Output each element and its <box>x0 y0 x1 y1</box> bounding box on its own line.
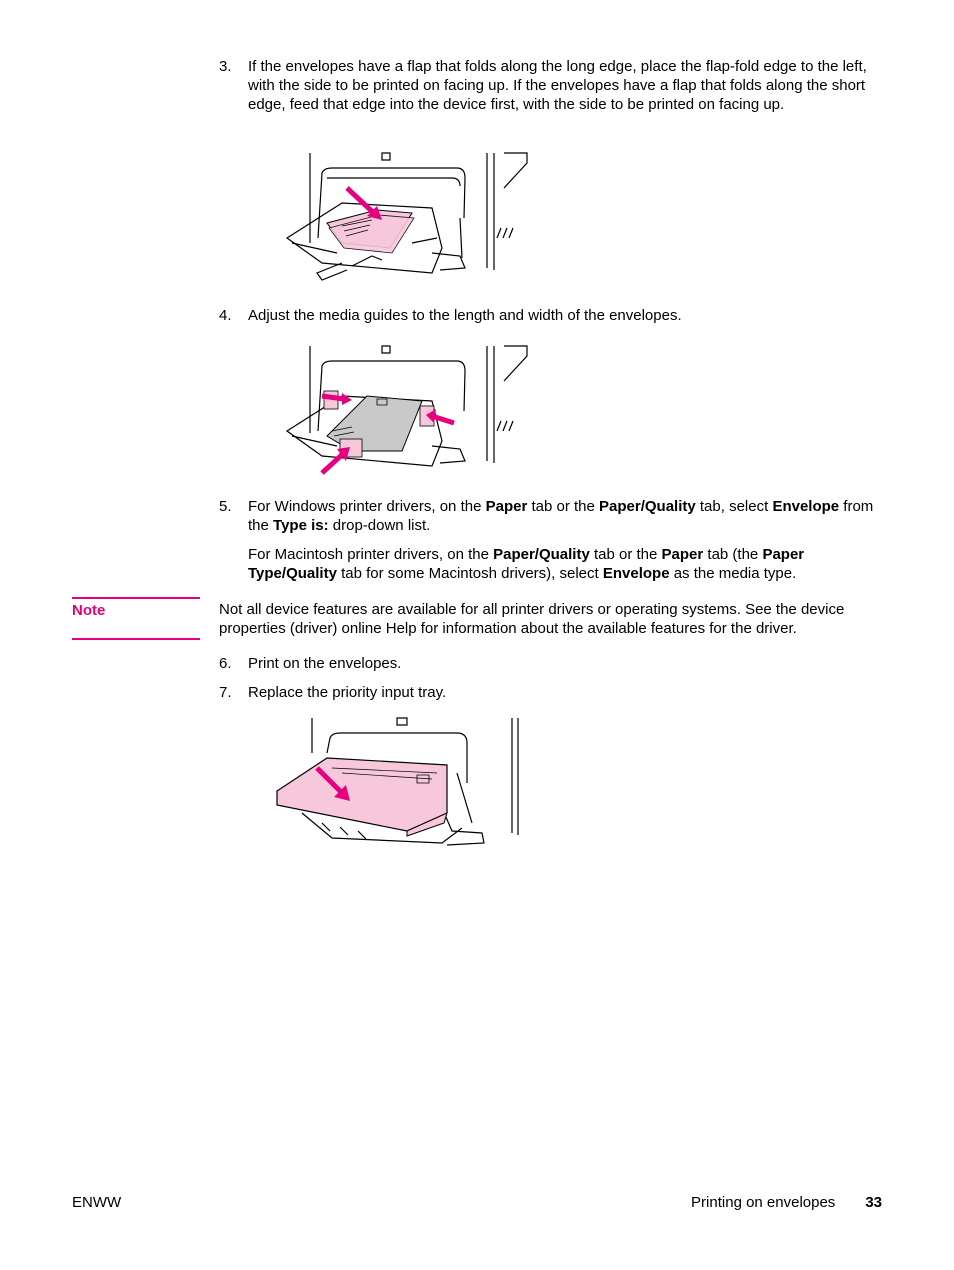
type-is-label: Type is: <box>273 517 329 534</box>
step-3 <box>219 57 884 114</box>
footer-right <box>691 1193 882 1212</box>
step-number: 5. <box>219 498 232 515</box>
replace-tray-illustration <box>272 713 532 853</box>
step-number: 4. <box>219 307 232 324</box>
step-7 <box>219 683 884 702</box>
footer-section-title: Printing on envelopes <box>691 1194 836 1211</box>
step-4 <box>219 306 884 325</box>
note-rule-bottom <box>72 638 200 640</box>
step-number: 3. <box>219 58 232 75</box>
paper-quality-tab-name: Paper/Quality <box>599 498 696 515</box>
step-text: Adjust the media guides to the length and width of the envelopes. <box>248 307 682 324</box>
step-6 <box>219 654 884 673</box>
note-text: Not all device features are available for all printer drivers or operating systems. See the device properties (driver) online Help for information about the available features for the driver. <box>219 601 845 637</box>
step-text: Replace the priority input tray. <box>248 684 447 701</box>
envelope-loading-illustration <box>282 148 532 288</box>
footer-left: ENWW <box>72 1194 122 1211</box>
step-number: 6. <box>219 655 232 672</box>
step-number: 7. <box>219 684 232 701</box>
step-text: Print on the envelopes. <box>248 655 402 672</box>
media-guides-illustration <box>282 341 532 481</box>
envelope-option: Envelope <box>772 498 840 515</box>
step-5-macintosh: For Macintosh printer drivers, on the Paper/Quality tab or the Paper tab (the Paper Type/Quality tab for some Macintosh drivers), select Envelope as the media type. <box>248 546 805 582</box>
step-text: For Windows printer drivers, on the Paper tab or the Paper/Quality tab, select Envelope from the Type is: drop-down list. <box>248 498 874 534</box>
step-text: If the envelopes have a flap that folds along the long edge, place the flap-fold edge to the left, with the side to be printed on facing up. If the envelopes have a flap that folds along the short edge, feed that edge into the device first, with the side to be printed on facing up. <box>248 58 867 113</box>
note-rule-top <box>72 597 200 599</box>
step-5 <box>219 497 884 535</box>
note-label: Note <box>72 602 106 619</box>
page-number: 33 <box>865 1194 882 1211</box>
paper-tab-name: Paper <box>485 498 528 515</box>
